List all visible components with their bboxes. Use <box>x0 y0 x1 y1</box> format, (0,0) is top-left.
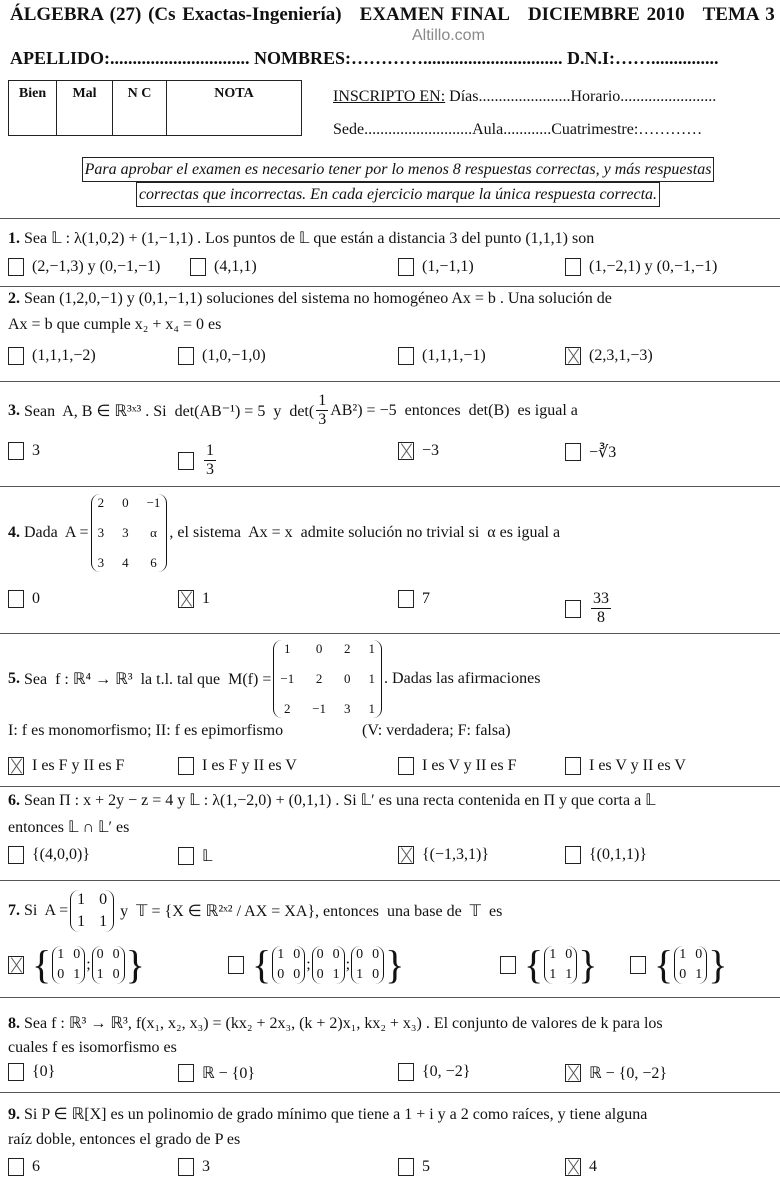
answer-label: (1,1,1,−2) <box>32 347 96 364</box>
answer-label: (1,−2,1) y (0,−1,−1) <box>589 258 718 275</box>
answer-option[interactable] <box>565 1063 667 1083</box>
answer-option[interactable] <box>8 942 145 987</box>
answer-option[interactable] <box>398 757 517 775</box>
question-number: 5. <box>8 670 20 687</box>
matrix-cell: 2 <box>97 495 105 510</box>
answer-label: (2,3,1,−3) <box>589 347 653 364</box>
divider <box>0 880 780 881</box>
matrix-cell: 0 <box>344 671 351 686</box>
question-2-text-cont: Ax = b que cumple x₂ + x₄ = 0 es <box>8 316 222 333</box>
answer-checkbox[interactable] <box>178 1158 194 1176</box>
answer-checkbox[interactable] <box>398 757 414 775</box>
fraction <box>591 590 611 627</box>
answer-checkbox[interactable] <box>8 1158 24 1176</box>
matrix-A <box>70 890 114 932</box>
answer-label: 3 <box>202 1158 210 1175</box>
question-7-text <box>8 890 502 932</box>
question-9-text-cont: raíz doble, entonces el grado de P es <box>8 1131 241 1148</box>
matrix-cell: 1 <box>284 641 291 656</box>
matrix-cell: 1 <box>695 967 703 982</box>
answer-label: I es F y II es F <box>32 757 125 774</box>
matrix-cell: 1 <box>77 913 86 930</box>
matrix-cell: 1 <box>549 967 557 982</box>
matrix-cell: 1 <box>368 671 376 686</box>
answer-label: 𝕃 <box>202 848 213 865</box>
matrix-cell: 1 <box>277 947 285 962</box>
question-statement-cont: , el sistema Ax = x admite solución no trivial si α es igual a <box>169 524 561 541</box>
answer-label: 3 <box>32 442 40 459</box>
matrix <box>272 946 305 984</box>
question-9-text <box>8 1104 647 1124</box>
answer-option[interactable] <box>565 1158 597 1176</box>
grade-col-bien: Bien <box>9 81 57 135</box>
answer-option[interactable] <box>398 590 430 608</box>
answer-checkbox[interactable] <box>565 600 581 618</box>
matrix-cell: 2 <box>344 641 351 656</box>
answer-option[interactable] <box>8 757 124 775</box>
answer-label: 4 <box>589 1158 597 1175</box>
answer-checkbox[interactable] <box>8 846 24 864</box>
divider <box>0 633 780 634</box>
answer-checkbox[interactable] <box>178 590 194 608</box>
question-6-text <box>8 790 656 810</box>
answer-option[interactable] <box>565 258 717 276</box>
question-number: 7. <box>8 902 20 919</box>
separator: ; <box>306 956 311 973</box>
matrix-cell: 3 <box>97 555 105 570</box>
matrix-cell: 0 <box>57 967 65 982</box>
question-number: 9. <box>8 1106 20 1123</box>
dni-field[interactable]: D.N.I:……............... <box>562 48 719 68</box>
question-statement: Sean A, B ∈ ℝ³ˣ³ . Si det(AB⁻¹) = 5 y det( <box>20 402 315 420</box>
answer-label: 7 <box>422 590 430 607</box>
question-8-text-cont: cuales f es isomorfismo es <box>8 1039 177 1056</box>
question-2-text <box>8 290 612 308</box>
matrix-cell: 2 <box>284 701 291 716</box>
fraction <box>204 442 216 479</box>
statements: I: f es monomorfismo; II: f es epimorfismo <box>8 722 284 739</box>
answer-checkbox[interactable] <box>8 1063 24 1081</box>
answer-option[interactable] <box>8 258 160 276</box>
matrix-A <box>91 494 168 572</box>
answer-option[interactable] <box>565 347 653 365</box>
answer-label: (2,−1,3) y (0,−1,−1) <box>32 258 161 275</box>
answer-label: ℝ − {0, −2} <box>589 1065 668 1082</box>
divider <box>0 997 780 998</box>
answer-option[interactable] <box>178 757 297 775</box>
matrix-cell: 4 <box>122 555 129 570</box>
watermark: Altillo.com <box>412 27 485 44</box>
matrix <box>674 946 707 984</box>
matrix-cell: 1 <box>356 967 364 982</box>
answer-label: {0} <box>32 1063 56 1080</box>
matrix <box>544 946 577 984</box>
question-statement: Sea f : ℝ⁴ → ℝ³ la t.l. tal que M(f) = <box>20 671 272 688</box>
brace-close: } <box>385 942 405 987</box>
matrix-cell: 0 <box>332 947 340 962</box>
answer-option[interactable] <box>8 347 96 365</box>
matrix-Mf <box>273 640 382 718</box>
answer-checkbox[interactable] <box>190 258 206 276</box>
matrix-cell: 0 <box>73 947 81 962</box>
matrix-cell: 0 <box>112 947 120 962</box>
answer-checkbox[interactable] <box>8 442 24 460</box>
answer-option[interactable] <box>500 942 598 987</box>
answer-option[interactable] <box>8 846 90 864</box>
question-5-text <box>8 640 540 718</box>
matrix-cell: 3 <box>122 525 129 540</box>
answer-option[interactable] <box>8 1063 55 1081</box>
answer-label: (4,1,1) <box>214 258 257 275</box>
answer-checkbox[interactable] <box>398 846 414 864</box>
brace-open: { <box>32 942 52 987</box>
answer-checkbox[interactable] <box>8 757 24 775</box>
answer-option[interactable] <box>178 1063 255 1083</box>
answer-label: 5 <box>422 1158 430 1175</box>
sede-field[interactable]: Sede...........................Aula............Cuatrimestre:………… <box>333 121 703 138</box>
matrix-cell: 0 <box>112 967 120 982</box>
numerator: 1 <box>206 442 214 459</box>
answer-checkbox[interactable] <box>398 258 414 276</box>
answer-checkbox[interactable] <box>178 847 194 865</box>
brace-open: { <box>524 942 544 987</box>
answer-checkbox[interactable] <box>565 1064 581 1082</box>
exam-title <box>10 4 780 26</box>
grade-table <box>8 80 302 136</box>
answer-label: {0, −2} <box>422 1063 471 1080</box>
answer-checkbox[interactable] <box>8 258 24 276</box>
answer-option[interactable] <box>178 347 266 365</box>
matrix-cell: 0 <box>316 947 324 962</box>
matrix-cell: 6 <box>150 555 157 570</box>
answer-checkbox[interactable] <box>565 1158 581 1176</box>
instructions-line-2: correctas que incorrectas. En cada ejercicio marque la única respuesta correcta. <box>136 182 660 207</box>
answer-checkbox[interactable] <box>398 1063 414 1081</box>
matrix-cell: 1 <box>679 947 687 962</box>
answer-option[interactable] <box>178 590 210 608</box>
matrix-cell: 3 <box>97 525 105 540</box>
answer-label: I es V y II es F <box>422 757 517 774</box>
answer-option[interactable] <box>178 1158 210 1176</box>
exam-type: EXAMEN FINAL <box>359 4 510 25</box>
answer-checkbox[interactable] <box>565 846 581 864</box>
matrix-cell: 1 <box>77 891 86 908</box>
question-statement: Dada A = <box>20 524 89 541</box>
question-4-text <box>8 494 560 572</box>
nombres-field[interactable]: NOMBRES:…………............................... <box>249 48 563 68</box>
brace-close: } <box>125 942 145 987</box>
matrix-cell: 1 <box>565 967 573 982</box>
matrix-cell: 0 <box>565 947 573 962</box>
matrix-cell: 0 <box>316 967 324 982</box>
brace-open: { <box>252 942 272 987</box>
answer-label: 0 <box>32 590 40 607</box>
answer-checkbox[interactable] <box>8 956 24 974</box>
answer-option[interactable] <box>178 846 212 866</box>
answer-label: I es V y II es V <box>589 757 686 774</box>
question-number: 4. <box>8 524 20 541</box>
question-statement: Sean (1,2,0,−1) y (0,1,−1,1) soluciones del sistema no homogéneo Ax = b . Una solución de <box>20 290 612 307</box>
answer-checkbox[interactable] <box>398 590 414 608</box>
grade-col-mal: Mal <box>57 81 113 135</box>
answer-option[interactable] <box>8 590 40 608</box>
question-number: 2. <box>8 290 20 307</box>
brace-close: } <box>708 942 728 987</box>
matrix <box>312 946 345 984</box>
question-3-text <box>8 392 578 429</box>
matrix-cell: −1 <box>146 495 161 510</box>
matrix-cell: 0 <box>695 947 703 962</box>
grade-col-nota: NOTA <box>214 86 254 101</box>
divider <box>0 286 780 287</box>
answer-label: (1,−1,1) <box>422 258 474 275</box>
answer-option[interactable] <box>190 258 257 276</box>
grade-col-nc: N C <box>113 81 167 135</box>
matrix-cell: 0 <box>99 891 108 908</box>
matrix-cell: 0 <box>277 967 285 982</box>
question-statement-cont: y 𝕋 = {X ∈ ℝ²ˣ² / AX = XA}, entonces una base de 𝕋 es <box>116 903 503 920</box>
answer-option[interactable] <box>8 442 40 460</box>
answer-checkbox[interactable] <box>630 956 646 974</box>
question-statement: Sea 𝕃 : λ(1,0,2) + (1,−1,1) . Los puntos de 𝕃 que están a distancia 3 del punto (1,1,1) son <box>20 230 595 247</box>
question-number: 1. <box>8 230 20 247</box>
answer-checkbox[interactable] <box>228 956 244 974</box>
instructions-box <box>27 157 769 207</box>
matrix-cell: −1 <box>312 701 327 716</box>
question-statement-cont: AB²) = −5 entonces det(B) es igual a <box>330 401 578 419</box>
matrix-set <box>524 942 598 987</box>
answer-option[interactable] <box>630 942 728 987</box>
answer-option[interactable] <box>398 1063 470 1081</box>
course-name: ÁLGEBRA (27) (Cs Exactas-Ingeniería) <box>10 4 342 25</box>
question-number: 3. <box>8 401 20 419</box>
matrix-cell: 0 <box>679 967 687 982</box>
answer-checkbox[interactable] <box>178 347 194 365</box>
answer-checkbox[interactable] <box>178 1064 194 1082</box>
matrix-set <box>32 942 145 987</box>
matrix-cell: 0 <box>372 947 380 962</box>
answer-label: ℝ − {0} <box>202 1065 256 1082</box>
answer-option[interactable] <box>565 442 616 462</box>
answer-checkbox[interactable] <box>565 757 581 775</box>
answer-label: −3 <box>422 442 440 459</box>
matrix-cell: 0 <box>96 947 104 962</box>
question-6-text-cont: entonces 𝕃 ∩ 𝕃′ es <box>8 819 130 836</box>
answer-label: 1 <box>202 590 210 607</box>
inscripto-line <box>333 88 716 106</box>
matrix-cell: α <box>150 525 157 540</box>
answer-option[interactable] <box>398 442 439 460</box>
question-8-text <box>8 1013 663 1033</box>
matrix-cell: 1 <box>549 947 557 962</box>
instructions-line-1: Para aprobar el examen es necesario tener por lo menos 8 respuestas correctas, y más respuestas <box>82 157 715 182</box>
fraction <box>316 392 328 429</box>
matrix-cell: −1 <box>280 671 295 686</box>
matrix-cell: 0 <box>356 947 364 962</box>
exam-date: DICIEMBRE 2010 <box>527 4 685 25</box>
legend-vf: (V: verdadera; F: falsa) <box>362 722 511 739</box>
matrix-cell: 0 <box>293 967 301 982</box>
answer-label: {(−1,3,1)} <box>422 846 490 863</box>
denominator: 3 <box>206 461 214 478</box>
answer-option[interactable] <box>398 258 474 276</box>
answer-option[interactable] <box>565 846 647 864</box>
matrix-cell: 2 <box>315 671 323 686</box>
matrix-cell: 1 <box>57 947 65 962</box>
answer-label: 6 <box>32 1158 40 1175</box>
question-number: 8. <box>8 1015 20 1032</box>
answer-label: {(0,1,1)} <box>589 846 648 863</box>
dias-horario-field[interactable]: Días.......................Horario........................ <box>445 88 717 105</box>
inscripto-label: INSCRIPTO EN: <box>333 88 446 105</box>
answer-checkbox[interactable] <box>565 443 581 461</box>
question-statement: Sean Π : x + 2y − z = 4 y 𝕃 : λ(1,−2,0) + (0,1,1) . Si 𝕃′ es una recta contenida en Π y que corta a 𝕃 <box>20 792 656 809</box>
matrix-cell: 1 <box>99 913 108 930</box>
answer-checkbox[interactable] <box>398 347 414 365</box>
answer-option[interactable] <box>178 442 218 479</box>
student-id-line <box>10 47 719 69</box>
matrix <box>351 946 384 984</box>
question-statement-cont: . Dadas las afirmaciones <box>384 670 541 687</box>
answer-option[interactable] <box>565 590 613 627</box>
divider <box>0 381 780 382</box>
answer-checkbox[interactable] <box>398 1158 414 1176</box>
numerator: 33 <box>593 590 609 607</box>
answer-checkbox[interactable] <box>178 452 194 470</box>
answer-label: (1,1,1,−1) <box>422 347 486 364</box>
question-statement: Sea f : ℝ³ → ℝ³, f(x₁, x₂, x₃) = (kx₂ + 2x₃, (k + 2)x₁, kx₂ + x₃) . El conjunto de valores de k para los <box>20 1015 663 1032</box>
matrix-cell: 1 <box>332 967 340 982</box>
matrix-cell: 1 <box>368 641 376 656</box>
numerator: 1 <box>318 392 327 409</box>
answer-checkbox[interactable] <box>8 347 24 365</box>
exam-tema: TEMA 3 <box>702 4 775 25</box>
answer-label: −∛3 <box>589 444 617 461</box>
brace-close: } <box>578 942 598 987</box>
matrix-cell: 0 <box>293 947 301 962</box>
answer-option[interactable] <box>565 757 686 775</box>
answer-option[interactable] <box>228 942 405 987</box>
matrix-cell: 1 <box>96 967 104 982</box>
divider <box>0 486 780 487</box>
matrix-cell: 1 <box>73 967 81 982</box>
separator: ; <box>345 956 351 973</box>
answer-checkbox[interactable] <box>565 347 581 365</box>
question-number: 6. <box>8 792 20 809</box>
answer-checkbox[interactable] <box>398 442 414 460</box>
separator: ; <box>86 956 91 973</box>
divider <box>0 218 780 219</box>
answer-option[interactable] <box>398 1158 430 1176</box>
question-statement: Si P ∈ ℝ[X] es un polinomio de grado mínimo que tiene a 1 + i y a 2 como raíces, y tiene alguna <box>20 1106 648 1123</box>
matrix <box>92 946 125 984</box>
answer-option[interactable] <box>398 347 486 365</box>
answer-label: I es F y II es V <box>202 757 297 774</box>
answer-checkbox[interactable] <box>178 757 194 775</box>
denominator: 8 <box>597 609 605 626</box>
matrix-set <box>252 942 405 987</box>
answer-checkbox[interactable] <box>500 956 516 974</box>
matrix-cell: 1 <box>368 701 376 716</box>
matrix-cell: 0 <box>372 967 380 982</box>
answer-checkbox[interactable] <box>8 590 24 608</box>
denominator: 3 <box>318 411 327 428</box>
question-statement: Si A = <box>20 902 69 919</box>
question-1-text <box>8 228 594 248</box>
apellido-field[interactable]: APELLIDO:............................... <box>10 48 250 68</box>
matrix-cell: 0 <box>122 495 129 510</box>
brace-open: { <box>654 942 674 987</box>
matrix <box>52 946 85 984</box>
divider <box>0 1092 780 1093</box>
divider <box>0 786 780 787</box>
answer-label: (1,0,−1,0) <box>202 347 266 364</box>
matrix-cell: 0 <box>315 641 323 656</box>
answer-label: {(4,0,0)} <box>32 846 91 863</box>
answer-checkbox[interactable] <box>565 258 581 276</box>
matrix-cell: 3 <box>344 701 351 716</box>
matrix-set <box>654 942 728 987</box>
answer-option[interactable] <box>8 1158 40 1176</box>
answer-option[interactable] <box>398 846 489 864</box>
